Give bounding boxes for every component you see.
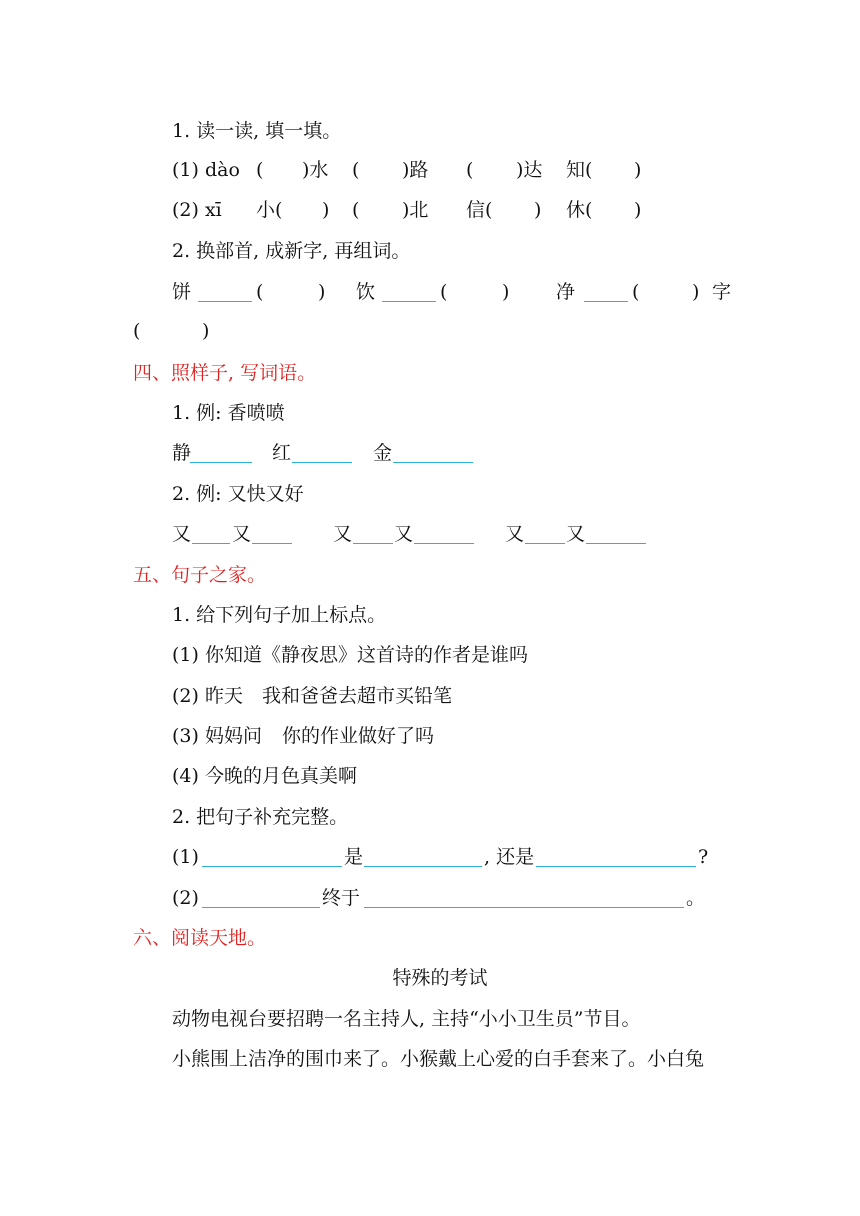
s5-heading-row (0, 560, 860, 590)
passage-paragraph: 动物电视台要招聘一名主持人, 主持“小小卫生员”节目。 (172, 1008, 641, 1030)
paren-open: ( (466, 159, 474, 181)
item-number: (1) (172, 846, 199, 868)
word-char: 红 (272, 442, 292, 464)
q3-item2: 2. 换部首, 成新字, 再组词。 (172, 240, 411, 262)
section-heading: 五、句子之家。 (133, 564, 267, 586)
word-char: 又 (566, 523, 586, 545)
pinyin-label: (2) xī (172, 199, 222, 221)
pinyin-label: (1) dào (172, 159, 240, 181)
sentence-part: 我和爸爸去超市买铅笔 (262, 685, 453, 707)
paren-word: 信( (466, 199, 493, 221)
s5-s2-row (0, 681, 860, 711)
answer-blank[interactable] (202, 866, 342, 867)
s4-heading-row (0, 358, 860, 388)
radical-word: 字 (712, 281, 732, 303)
passage-paragraph: 小熊围上洁净的围巾来了。小猴戴上心爱的白手套来了。小白兔 (172, 1048, 705, 1070)
connector-word: , 还是 (484, 846, 535, 868)
section-heading: 四、照样子, 写词语。 (133, 362, 317, 384)
answer-blank[interactable] (414, 543, 474, 544)
paren-open: ( (256, 281, 264, 303)
paren-word: )达 (516, 159, 543, 181)
radical-word: 净 (556, 281, 576, 303)
paren-word: )水 (302, 159, 329, 181)
s6-p2-row (0, 1044, 860, 1074)
q3-item1-row (0, 116, 860, 146)
sentence: (1) 你知道《静夜思》这首诗的作者是谁吗 (172, 644, 528, 666)
passage-title: 特殊的考试 (392, 967, 488, 989)
q3-r4-row (0, 316, 860, 346)
answer-blank[interactable] (382, 301, 436, 302)
answer-blank[interactable] (353, 543, 393, 544)
example-label: 2. 例: 又快又好 (172, 483, 304, 505)
s5-item1: 1. 给下列句子加上标点。 (172, 604, 387, 626)
paren-close: ) (634, 199, 642, 221)
answer-blank[interactable] (198, 301, 252, 302)
s4-r2-row (0, 519, 860, 549)
s4-ex2-row (0, 479, 860, 509)
end-punct: ? (698, 846, 709, 868)
s5-c2-row (0, 883, 860, 913)
paren-close: ) (692, 281, 700, 303)
paren-word: 休( (566, 199, 593, 221)
answer-blank[interactable] (292, 462, 352, 463)
paren-word: )路 (402, 159, 429, 181)
word-char: 又 (505, 523, 525, 545)
word-char: 静 (172, 442, 192, 464)
s5-s1-row (0, 640, 860, 670)
answer-blank[interactable] (252, 543, 292, 544)
s5-s3-row (0, 721, 860, 751)
radical-word: 饼 (172, 281, 192, 303)
s5-s4-row (0, 761, 860, 791)
paren-word: 小( (256, 199, 283, 221)
answer-blank[interactable] (192, 543, 230, 544)
answer-blank[interactable] (364, 866, 482, 867)
answer-blank[interactable] (364, 907, 684, 908)
answer-blank[interactable] (525, 543, 565, 544)
paren-open: ( (352, 199, 360, 221)
section-heading: 六、阅读天地。 (133, 927, 267, 949)
paren-open: ( (440, 281, 448, 303)
radical-word: 饮 (356, 281, 376, 303)
s5-item1-row (0, 600, 860, 630)
q3-r1-row (0, 155, 860, 185)
paren-close: ) (634, 159, 642, 181)
sentence-part: (2) 昨天 (172, 685, 243, 707)
s5-item2: 2. 把句子补充完整。 (172, 806, 349, 828)
s4-ex1-row (0, 398, 860, 428)
s4-r1-row (0, 438, 860, 468)
q3-item1: 1. 读一读, 填一填。 (172, 120, 342, 142)
answer-blank[interactable] (202, 907, 320, 908)
paren-close: ) (322, 199, 330, 221)
q3-r3-row (0, 277, 860, 307)
example-label: 1. 例: 香喷喷 (172, 402, 285, 424)
sentence: (4) 今晚的月色真美啊 (172, 765, 357, 787)
answer-blank[interactable] (190, 462, 252, 463)
paren-open: ( (133, 320, 141, 342)
q3-item2-row (0, 236, 860, 266)
paren-open: ( (632, 281, 640, 303)
end-punct: 。 (686, 887, 706, 909)
connector-word: 是 (344, 846, 364, 868)
s6-title-row (0, 963, 860, 993)
s6-heading-row (0, 923, 860, 953)
word-char: 金 (373, 442, 393, 464)
s6-p1-row (0, 1004, 860, 1034)
paren-open: ( (352, 159, 360, 181)
connector-word: 终于 (322, 887, 361, 909)
answer-blank[interactable] (393, 462, 473, 463)
paren-close: ) (318, 281, 326, 303)
word-char: 又 (333, 523, 353, 545)
word-char: 又 (394, 523, 414, 545)
s5-item2-row (0, 802, 860, 832)
paren-close: ) (502, 281, 510, 303)
answer-blank[interactable] (586, 543, 646, 544)
item-number: (2) (172, 887, 199, 909)
answer-blank[interactable] (536, 866, 696, 867)
s5-c1-row (0, 842, 860, 872)
answer-blank[interactable] (584, 301, 628, 302)
word-char: 又 (232, 523, 252, 545)
paren-close: ) (202, 320, 210, 342)
sentence-part: (3) 妈妈问 (172, 725, 262, 747)
paren-word: )北 (402, 199, 429, 221)
paren-close: ) (534, 199, 542, 221)
paren-word: 知( (566, 159, 593, 181)
sentence-part: 你的作业做好了吗 (282, 725, 435, 747)
q3-r2-row (0, 195, 860, 225)
paren-open: ( (256, 159, 264, 181)
word-char: 又 (172, 523, 192, 545)
